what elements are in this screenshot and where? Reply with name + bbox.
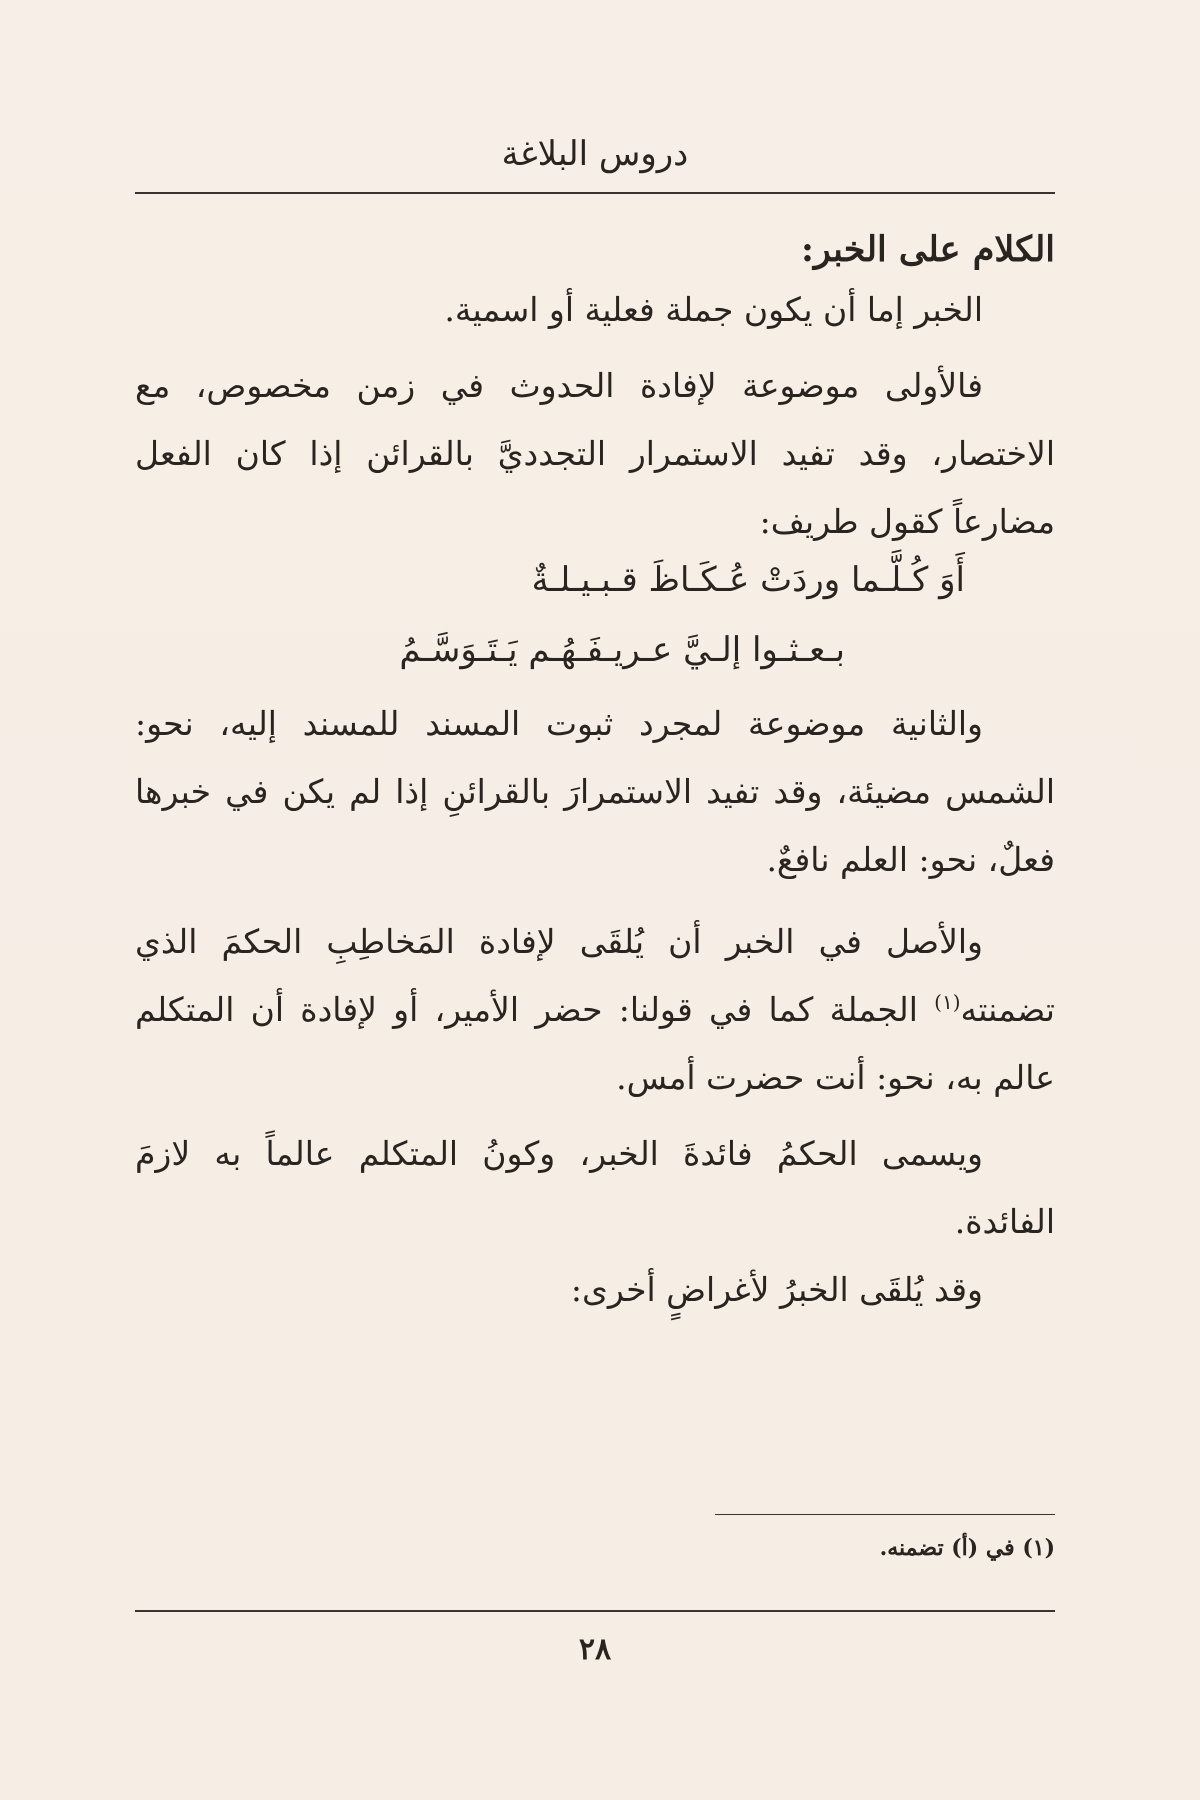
paragraph-second-type: والثانية موضوعة لمجرد ثبوت المسند للمسند إليه، نحو: الشمس مضيئة، وقد تفيد الاستمرارَ بالقرائنِ إذا لم يكن في خبرها فعلٌ، نحو: العلم نافعٌ. — [135, 704, 1055, 879]
running-head: دروس البلاغة — [501, 134, 689, 174]
paragraph-khabar-types: الخبر إما أن يكون جملة فعلية أو اسمية. — [444, 290, 983, 329]
page-content — [135, 0, 1055, 1800]
footnote: (١) في (أ) تضمنه. — [879, 1535, 1055, 1561]
page-number: ٢٨ — [578, 1632, 612, 1667]
header-rule — [135, 192, 1055, 194]
footer-rule — [135, 1610, 1055, 1612]
paragraph-asl-text-2: الجملة كما في قولنا: حضر الأمير، أو لإفادة أن المتكلم عالم به، نحو: أنت حضرت أمس. — [135, 990, 1055, 1097]
verse-line-2: بـعـثـوا إلـيَّ عـريـفَـهُـم يَـتَـوَسَّـمُ — [399, 630, 845, 670]
paragraph-first-type: فالأولى موضوعة لإفادة الحدوث في زمن مخصوص، مع الاختصار، وقد تفيد الاستمرار التجدديَّ بالقرائن إذا كان الفعل مضارعاً كقول طريف: — [135, 366, 1055, 541]
paragraph-faida: ويسمى الحكمُ فائدةَ الخبر، وكونُ المتكلم عالماً به لازمَ الفائدة. — [135, 1134, 1055, 1241]
paragraph-asl — [135, 908, 1055, 1112]
verse-line-1: أَوَ كُـلَّـما وردَتْ عُـكَـاظَ قـبـيـلـةٌ — [531, 560, 965, 600]
paragraph-other-purposes: وقد يُلقَى الخبرُ لأغراضٍ أخرى: — [570, 1270, 983, 1309]
paragraph-asl-text-1: والأصل في الخبر أن يُلقَى لإفادة المَخاطِبِ الحكمَ الذي تضمنته — [135, 922, 1055, 1029]
footnote-rule — [715, 1514, 1055, 1515]
footnote-reference[interactable]: (١) — [934, 990, 961, 1014]
section-heading: الكلام على الخبر: — [800, 229, 1055, 270]
